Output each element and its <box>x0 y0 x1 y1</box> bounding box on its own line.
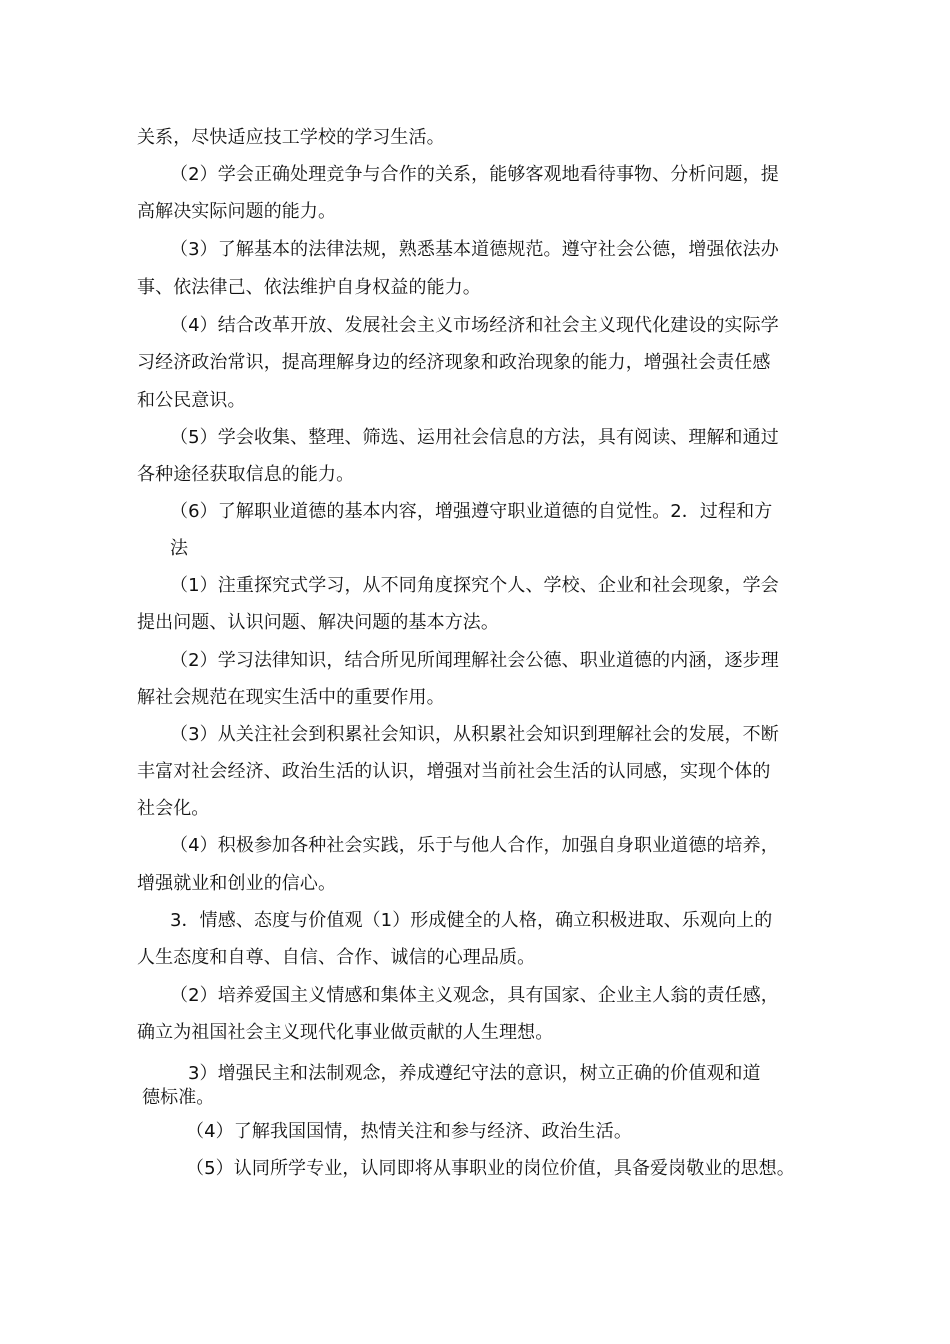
text-line: 确立为祖国社会主义现代化事业做贡献的人生理想。 <box>137 1022 554 1043</box>
text-line: 社会化。 <box>137 798 210 819</box>
text-line: 高解决实际问题的能力。 <box>137 201 337 222</box>
text-line: （5）学会收集、整理、筛选、运用社会信息的方法，具有阅读、理解和通过 <box>170 427 779 448</box>
text-line: （4）了解我国国情，热情关注和参与经济、政治生活。 <box>186 1121 632 1142</box>
text-line: 3．情感、态度与价值观（1）形成健全的人格，确立积极进取、乐观向上的 <box>170 910 773 931</box>
text-line: （6）了解职业道德的基本内容，增强遵守职业道德的自觉性。2．过程和方 <box>170 501 773 522</box>
text-line: （3）从关注社会到积累社会知识，从积累社会知识到理解社会的发展，不断 <box>170 724 779 745</box>
text-line: （5）认同所学专业，认同即将从事职业的岗位价值，具备爱岗敬业的思想。 <box>186 1158 795 1179</box>
text-line: （4）积极参加各种社会实践，乐于与他人合作，加强自身职业道德的培养， <box>170 835 779 856</box>
text-line: 3）增强民主和法制观念，养成遵纪守法的意识，树立正确的价值观和道 <box>188 1063 761 1084</box>
text-line: 事、依法律己、依法维护自身权益的能力。 <box>137 277 481 298</box>
text-line: 关系，尽快适应技工学校的学习生活。 <box>137 127 445 148</box>
text-line: 习经济政治常识，提高理解身边的经济现象和政治现象的能力，增强社会责任感 <box>137 352 771 373</box>
text-line: 提出问题、认识问题、解决问题的基本方法。 <box>137 612 499 633</box>
text-line: 德标准。 <box>142 1087 215 1108</box>
text-line: （4）结合改革开放、发展社会主义市场经济和社会主义现代化建设的实际学 <box>170 315 779 336</box>
text-line: 增强就业和创业的信心。 <box>137 873 337 894</box>
text-line: （1）注重探究式学习，从不同角度探究个人、学校、企业和社会现象，学会 <box>170 575 779 596</box>
text-line: （3）了解基本的法律法规，熟悉基本道德规范。遵守社会公德，增强依法办 <box>170 239 779 260</box>
text-line: 解社会规范在现实生活中的重要作用。 <box>137 687 445 708</box>
text-line: 各种途径获取信息的能力。 <box>137 464 355 485</box>
text-line: （2）学习法律知识，结合所见所闻理解社会公德、职业道德的内涵，逐步理 <box>170 650 779 671</box>
text-line: 法 <box>170 538 189 559</box>
text-line: 人生态度和自尊、自信、合作、诚信的心理品质。 <box>137 947 536 968</box>
text-line: 丰富对社会经济、政治生活的认识，增强对当前社会生活的认同感，实现个体的 <box>137 761 771 782</box>
text-line: 和公民意识。 <box>137 390 246 411</box>
text-line: （2）培养爱国主义情感和集体主义观念，具有国家、企业主人翁的责任感， <box>170 985 779 1006</box>
text-line: （2）学会正确处理竞争与合作的关系，能够客观地看待事物、分析问题，提 <box>170 164 779 185</box>
